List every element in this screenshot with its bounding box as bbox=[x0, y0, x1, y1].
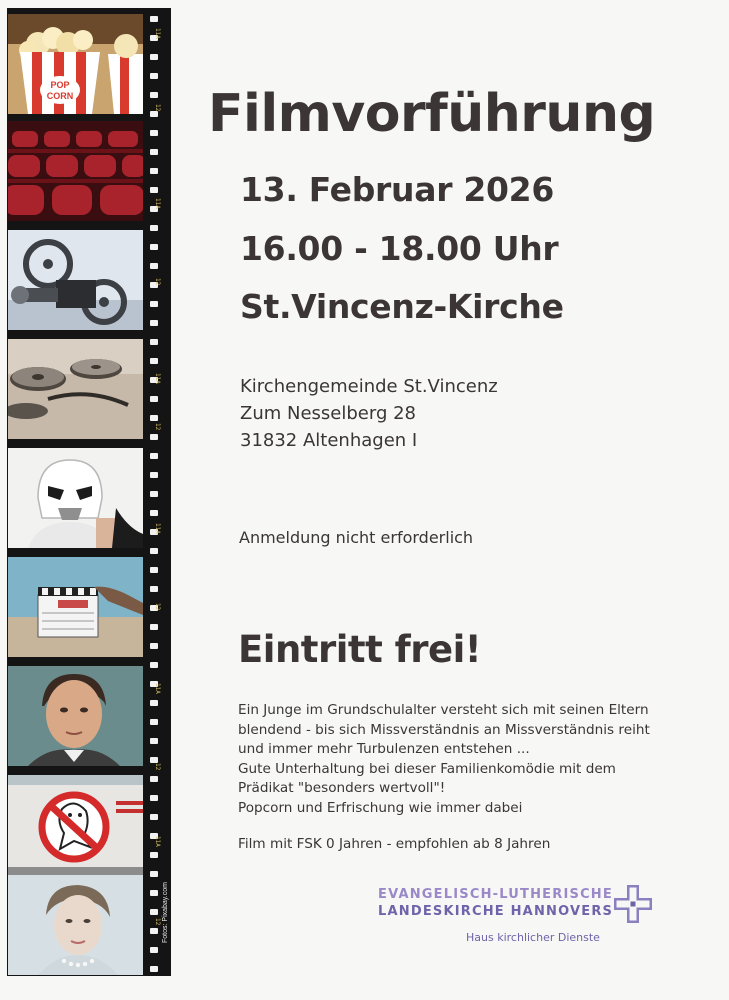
sprocket-hole bbox=[150, 776, 158, 782]
sprocket-hole bbox=[150, 890, 158, 896]
clapperboard-image bbox=[8, 557, 143, 657]
stormtrooper-image bbox=[8, 448, 143, 548]
frame-number: 11A bbox=[154, 683, 161, 694]
sprocket-hole bbox=[150, 244, 158, 250]
sprocket-hole bbox=[150, 662, 158, 668]
event-venue: St.Vincenz-Kirche bbox=[240, 287, 564, 326]
sprocket-hole bbox=[150, 301, 158, 307]
sprocket-hole bbox=[150, 320, 158, 326]
photo-credit: Fotos: Pixabay.com bbox=[162, 882, 169, 943]
sprocket-hole bbox=[150, 852, 158, 858]
sprocket-hole bbox=[150, 263, 158, 269]
frame-number: 12 bbox=[154, 423, 161, 431]
sprocket-hole bbox=[150, 909, 158, 915]
sprocket-hole bbox=[150, 149, 158, 155]
sprocket-hole bbox=[150, 491, 158, 497]
film-description bbox=[238, 701, 668, 818]
sprocket-hole bbox=[150, 225, 158, 231]
org-name-line1: EVANGELISCH-LUTHERISCHE bbox=[378, 887, 613, 902]
actress-portrait-image bbox=[8, 875, 143, 975]
sprocket-hole bbox=[150, 358, 158, 364]
description-line: blendend - bis sich Missverständnis an Missverständnis reiht bbox=[238, 721, 650, 738]
sprocket-hole bbox=[150, 738, 158, 744]
address-block bbox=[240, 373, 498, 454]
org-name-line2: LANDESKIRCHE HANNOVERS bbox=[378, 904, 614, 919]
frame-number: 12 bbox=[154, 104, 161, 112]
sprocket-hole bbox=[150, 111, 158, 117]
sprocket-hole bbox=[150, 130, 158, 136]
sprocket-hole bbox=[150, 719, 158, 725]
address-line-parish: Kirchengemeinde St.Vincenz bbox=[240, 376, 498, 397]
sprocket-hole bbox=[150, 795, 158, 801]
sprocket-hole bbox=[150, 624, 158, 630]
frame-number: 11A bbox=[154, 373, 161, 384]
description-line: Ein Junge im Grundschulalter versteht sich mit seinen Eltern bbox=[238, 702, 649, 718]
sprocket-holes bbox=[150, 8, 160, 976]
ghostbusters-logo-image bbox=[8, 775, 143, 875]
poster-title: Filmvorführung bbox=[208, 84, 656, 144]
frame-number: 12 bbox=[154, 918, 161, 926]
sprocket-hole bbox=[150, 434, 158, 440]
film-strip bbox=[7, 8, 171, 976]
sprocket-hole bbox=[150, 396, 158, 402]
event-date: 13. Februar 2026 bbox=[240, 170, 555, 209]
sprocket-hole bbox=[150, 415, 158, 421]
popcorn-label-top: POP bbox=[50, 80, 70, 90]
frame-number: 12 bbox=[154, 278, 161, 286]
cinema-seats-image bbox=[8, 121, 143, 221]
sprocket-hole bbox=[150, 73, 158, 79]
frame-number: 11A bbox=[154, 198, 161, 209]
sprocket-hole bbox=[150, 548, 158, 554]
frame-number: 11A bbox=[154, 836, 161, 847]
frame-number: 11A bbox=[154, 28, 161, 39]
description-line: Popcorn und Erfrischung wie immer dabei bbox=[238, 799, 523, 816]
sprocket-hole bbox=[150, 339, 158, 345]
sprocket-hole bbox=[150, 187, 158, 193]
sprocket-hole bbox=[150, 16, 158, 22]
sprocket-hole bbox=[150, 947, 158, 953]
film-projector-image bbox=[8, 230, 143, 330]
registration-note: Anmeldung nicht erforderlich bbox=[239, 528, 474, 547]
address-line-city: 31832 Altenhagen I bbox=[240, 430, 418, 451]
frame-number: 12 bbox=[154, 603, 161, 611]
admission-heading: Eintritt frei! bbox=[238, 628, 482, 671]
popcorn-label-bottom: CORN bbox=[46, 91, 74, 101]
actor-portrait-image bbox=[8, 666, 143, 766]
sprocket-hole bbox=[150, 453, 158, 459]
popcorn-image bbox=[8, 14, 143, 114]
sprocket-hole bbox=[150, 586, 158, 592]
sprocket-hole bbox=[150, 643, 158, 649]
frame-number: 12 bbox=[154, 763, 161, 771]
description-line: Gute Unterhaltung bei dieser Familienkomödie mit dem bbox=[238, 760, 616, 777]
sprocket-hole bbox=[150, 871, 158, 877]
description-line: und immer mehr Turbulenzen entstehen ... bbox=[238, 741, 530, 757]
church-cross-icon bbox=[614, 885, 652, 923]
sprocket-hole bbox=[150, 472, 158, 478]
sprocket-hole bbox=[150, 168, 158, 174]
sprocket-hole bbox=[150, 54, 158, 60]
event-time: 16.00 - 18.00 Uhr bbox=[240, 229, 559, 268]
age-rating: Film mit FSK 0 Jahren - empfohlen ab 8 Jahren bbox=[238, 836, 551, 852]
sprocket-hole bbox=[150, 928, 158, 934]
sprocket-hole bbox=[150, 510, 158, 516]
sprocket-hole bbox=[150, 966, 158, 972]
description-line: Prädikat "besonders wertvoll"! bbox=[238, 780, 446, 796]
sprocket-hole bbox=[150, 567, 158, 573]
address-line-street: Zum Nesselberg 28 bbox=[240, 403, 417, 424]
sprocket-hole bbox=[150, 814, 158, 820]
org-department: Haus kirchlicher Dienste bbox=[466, 931, 600, 944]
frame-number: 11A bbox=[154, 523, 161, 534]
film-reels-image bbox=[8, 339, 143, 439]
sprocket-hole bbox=[150, 92, 158, 98]
sprocket-hole bbox=[150, 700, 158, 706]
